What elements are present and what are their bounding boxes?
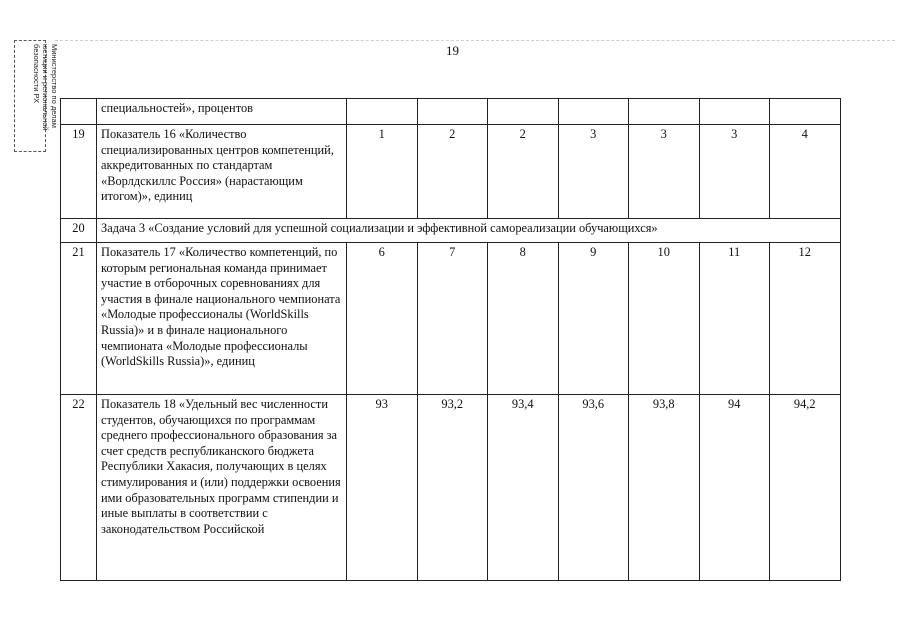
scan-edge-line xyxy=(55,40,895,41)
value-cell: 1 xyxy=(347,125,418,219)
value-cell xyxy=(558,99,629,125)
row-number: 19 xyxy=(61,125,97,219)
value-cell xyxy=(347,99,418,125)
row-number xyxy=(61,99,97,125)
indicator-text: специальностей», процентов xyxy=(97,99,347,125)
table-row xyxy=(61,219,841,243)
value-cell xyxy=(699,99,770,125)
value-cell: 93,6 xyxy=(558,395,629,581)
row-number: 20 xyxy=(61,219,97,243)
indicator-text: Показатель 17 «Количество компетенций, по которым региональная команда принимает участие в отборочных соревнованиях для участия в финале национального чемпионата «Молодые профессионалы (WorldSkills Russia)» и в финале национального чемпионата «Молодые профессионалы (WorldSkills Russia)», единиц xyxy=(97,243,347,395)
value-cell: 2 xyxy=(417,125,488,219)
value-cell: 8 xyxy=(488,243,559,395)
value-cell: 6 xyxy=(347,243,418,395)
value-cell: 93 xyxy=(347,395,418,581)
value-cell: 11 xyxy=(699,243,770,395)
value-cell xyxy=(770,99,841,125)
value-cell: 3 xyxy=(699,125,770,219)
value-cell: 93,4 xyxy=(488,395,559,581)
value-cell: 7 xyxy=(417,243,488,395)
row-number: 21 xyxy=(61,243,97,395)
table-row xyxy=(61,243,841,395)
value-cell xyxy=(417,99,488,125)
indicator-text: Показатель 18 «Удельный вес численности студентов, обучающихся по программам среднего профессионального образования за счет средств республиканского бюджета Республики Хакасия, получающих в целях стимулирования и (или) поддержки освоения ими образовательных программ стипендии и иные выплаты в соответствии с законодательством Российской xyxy=(97,395,347,581)
row-number: 22 xyxy=(61,395,97,581)
value-cell: 93,2 xyxy=(417,395,488,581)
value-cell: 9 xyxy=(558,243,629,395)
value-cell xyxy=(629,99,700,125)
value-cell: 94,2 xyxy=(770,395,841,581)
table-row xyxy=(61,99,841,125)
table-row xyxy=(61,395,841,581)
indicator-text: Показатель 16 «Количество специализированных центров компетенций, аккредитованных по стандартам «Ворлдскиллс Россия» (нарастающим итогом)», единиц xyxy=(97,125,347,219)
task-text: Задача 3 «Создание условий для успешной социализации и эффективной самореализации обучающихся» xyxy=(97,219,841,243)
value-cell: 93,8 xyxy=(629,395,700,581)
table-row xyxy=(61,125,841,219)
page-number: 19 xyxy=(446,43,459,58)
value-cell: 3 xyxy=(629,125,700,219)
value-cell: 10 xyxy=(629,243,700,395)
indicators-table xyxy=(60,98,841,581)
value-cell: 94 xyxy=(699,395,770,581)
value-cell xyxy=(488,99,559,125)
value-cell: 2 xyxy=(488,125,559,219)
value-cell: 4 xyxy=(770,125,841,219)
value-cell: 12 xyxy=(770,243,841,395)
value-cell: 3 xyxy=(558,125,629,219)
registration-stamp-text: Министерство по делам юстиции и региональной безопасности РХ xyxy=(32,44,59,131)
